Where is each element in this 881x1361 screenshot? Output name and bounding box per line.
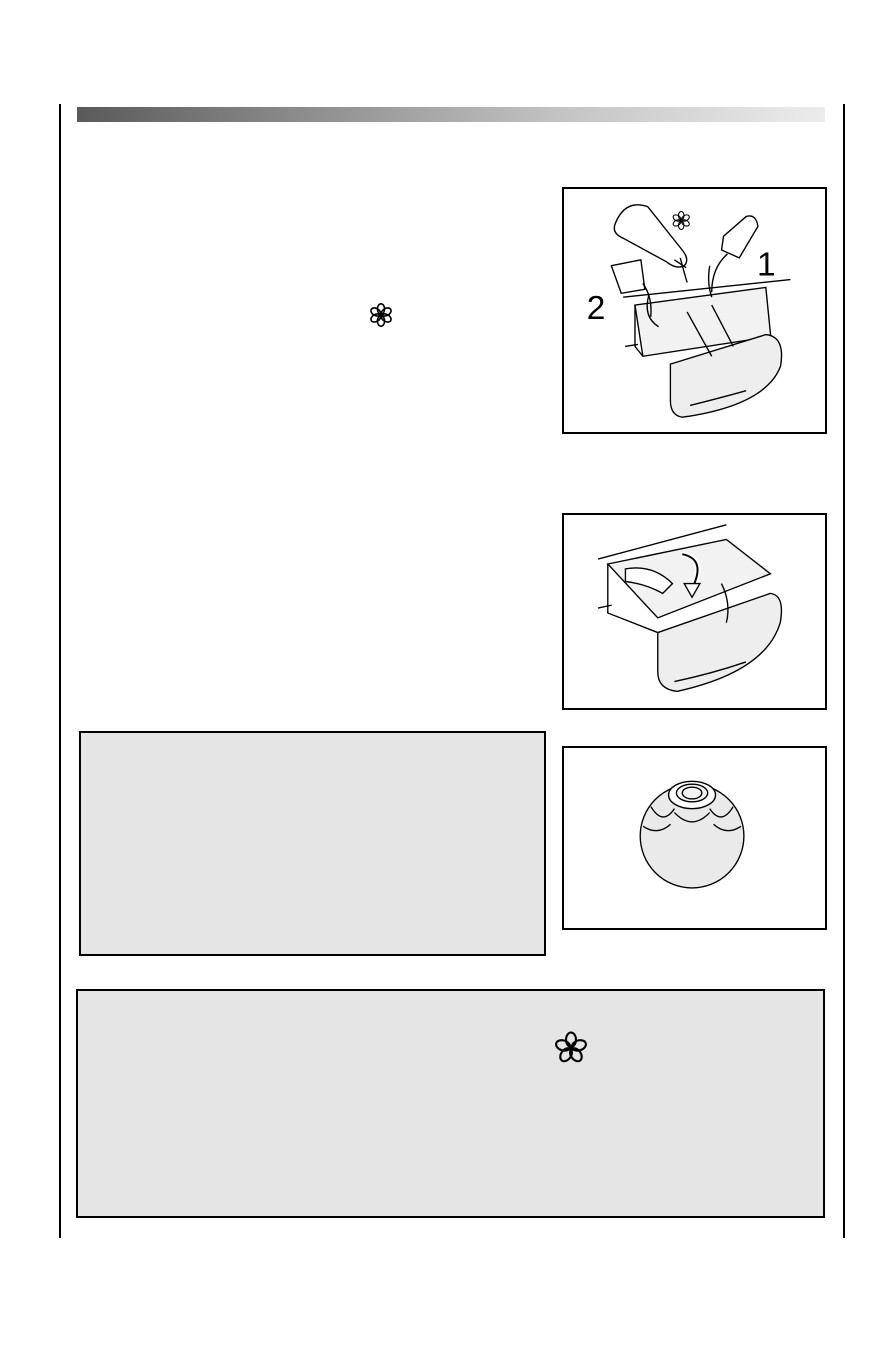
figure-detergent-drawer-pouring: [562, 187, 827, 434]
drawer-insert-illustration: [564, 515, 825, 708]
right-margin-rule: [843, 104, 845, 1238]
figure-drawer-insert: [562, 513, 827, 710]
flower-icon: [368, 302, 394, 328]
flower-icon: [672, 211, 690, 229]
note-box: [79, 731, 546, 956]
compartment-label-2: 2: [586, 289, 606, 327]
header-gradient-bar: [77, 107, 825, 122]
flower-icon: [553, 1030, 589, 1066]
compartment-label-1: 1: [756, 246, 776, 284]
drawer-pouring-illustration: [564, 189, 825, 432]
warning-box: [76, 989, 825, 1218]
dosing-ball-illustration: [564, 748, 825, 928]
figure-dosing-ball: [562, 746, 827, 930]
left-margin-rule: [59, 104, 61, 1238]
